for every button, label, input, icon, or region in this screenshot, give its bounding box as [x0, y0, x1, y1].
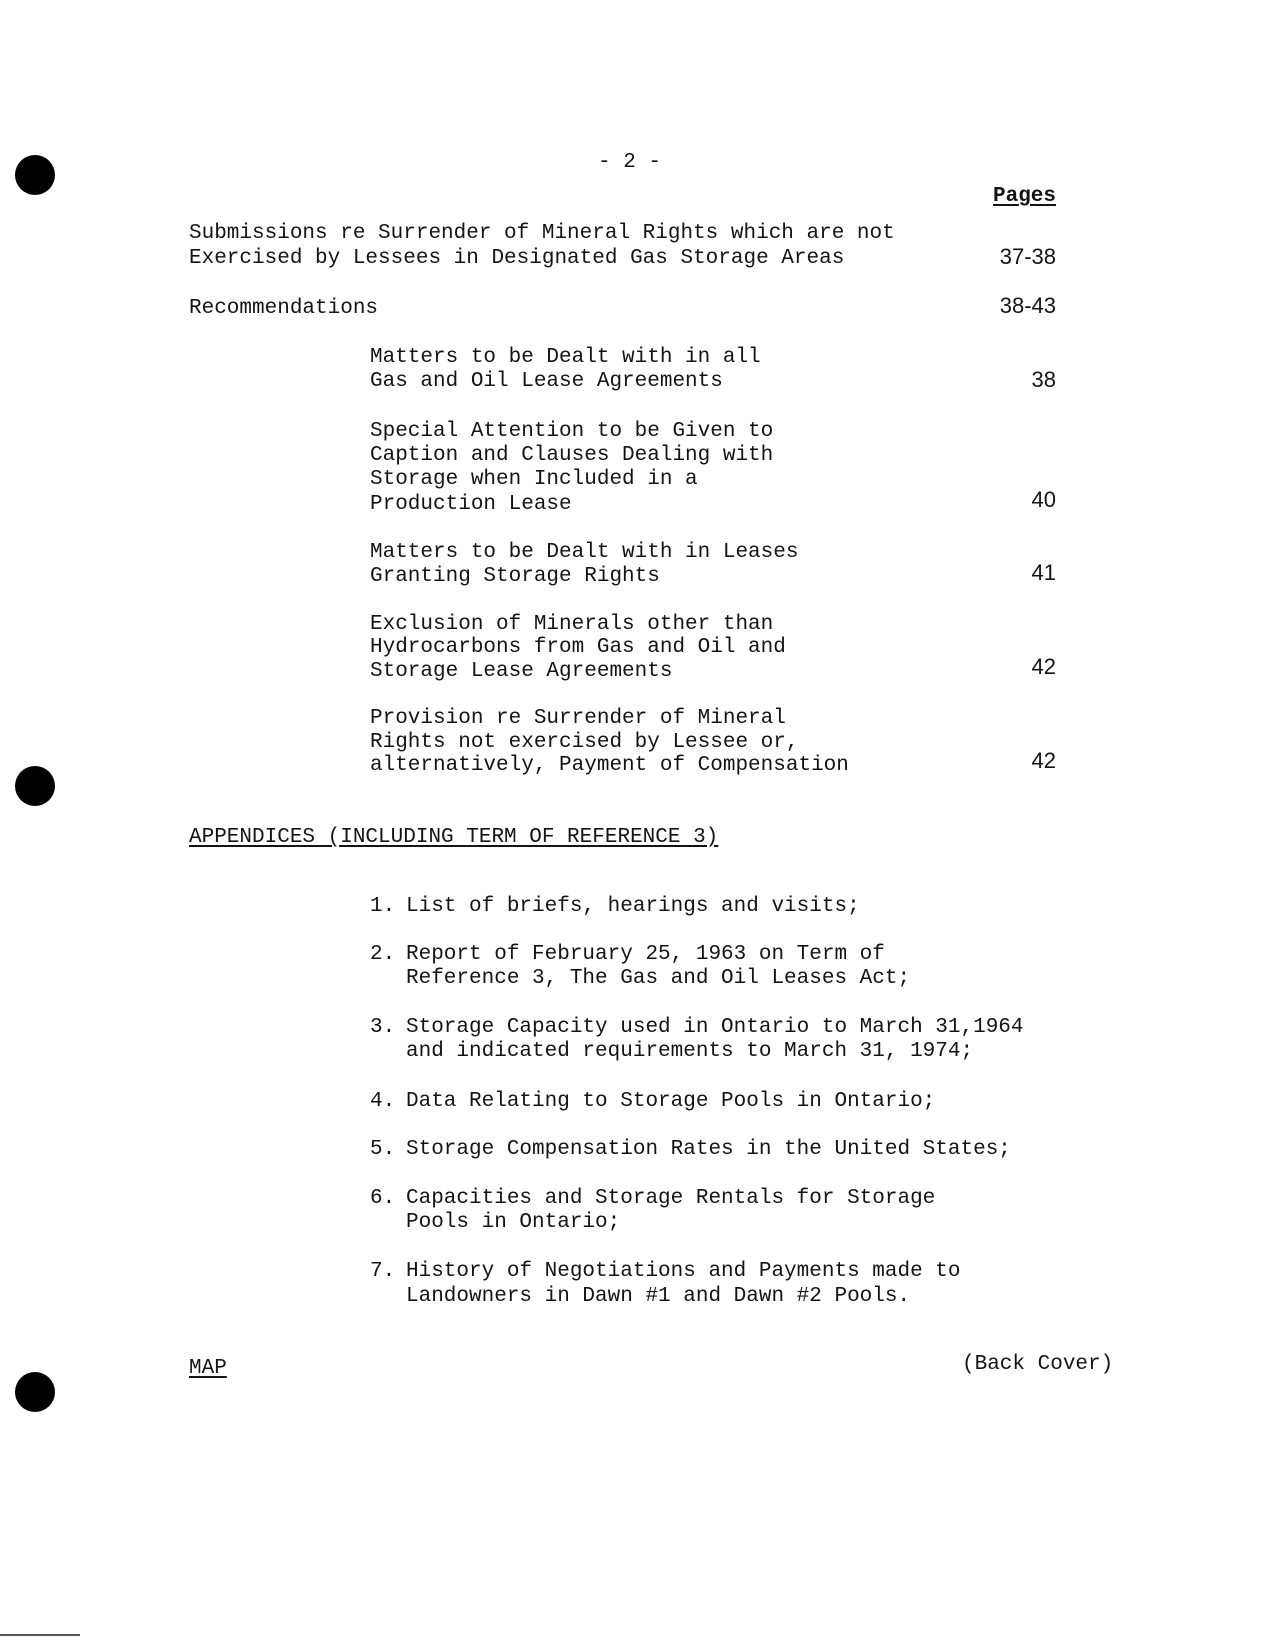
appendix-3-line-2: and indicated requirements to March 31, 1974;: [406, 1040, 974, 1063]
sub-entry-4-line-1: Exclusion of Minerals other than: [370, 613, 774, 636]
sub-entry-3-line-1: Matters to be Dealt with in Leases: [370, 541, 799, 564]
sub-entry-3-line-2: Granting Storage Rights: [370, 565, 660, 588]
sub-entry-2-line-3: Storage when Included in a: [370, 468, 698, 491]
sub-entry-4-line-3: Storage Lease Agreements: [370, 660, 673, 683]
pages-column-header: Pages: [993, 185, 1057, 208]
toc-entry-submissions-line-1: Submissions re Surrender of Mineral Rights which are not: [189, 222, 895, 245]
sub-entry-5-line-2: Rights not exercised by Lessee or,: [370, 731, 799, 754]
page-number: - 2 -: [598, 151, 662, 174]
sub-entry-2-line-4: Production Lease: [370, 493, 572, 516]
appendix-1-number: 1.: [370, 895, 396, 918]
sub-entry-2-line-1: Special Attention to be Given to: [370, 420, 774, 443]
appendix-7-line-2: Landowners in Dawn #1 and Dawn #2 Pools.: [406, 1285, 911, 1308]
sub-entry-1-line-2: Gas and Oil Lease Agreements: [370, 370, 723, 393]
binder-hole-top: [15, 155, 55, 195]
sub-entry-4-line-2: Hydrocarbons from Gas and Oil and: [370, 636, 786, 659]
sub-entry-2-pages: 40: [1031, 487, 1056, 512]
toc-entry-submissions-line-2: Exercised by Lessees in Designated Gas Storage Areas: [189, 247, 845, 270]
binder-hole-bottom: [15, 1372, 55, 1412]
toc-entry-recommendations: Recommendations: [189, 297, 379, 320]
sub-entry-3-pages: 41: [1031, 560, 1056, 585]
appendix-7-line-1: History of Negotiations and Payments made to: [406, 1260, 961, 1283]
back-cover-label: (Back Cover): [962, 1353, 1114, 1376]
sub-entry-5-line-3: alternatively, Payment of Compensation: [370, 754, 849, 777]
appendix-5-line-1: Storage Compensation Rates in the United States;: [406, 1138, 1011, 1161]
toc-entry-submissions-pages: 37-38: [999, 244, 1056, 269]
sub-entry-1-pages: 38: [1031, 367, 1056, 392]
appendices-heading: APPENDICES (INCLUDING TERM OF REFERENCE 3): [189, 826, 719, 849]
appendix-2-number: 2.: [370, 943, 396, 966]
appendix-6-line-2: Pools in Ontario;: [406, 1211, 621, 1234]
binder-hole-middle: [15, 766, 55, 806]
appendix-2-line-1: Report of February 25, 1963 on Term of: [406, 943, 885, 966]
toc-entry-recommendations-pages: 38-43: [999, 293, 1056, 318]
sub-entry-2-line-2: Caption and Clauses Dealing with: [370, 444, 774, 467]
appendix-6-line-1: Capacities and Storage Rentals for Storage: [406, 1187, 936, 1210]
appendix-3-line-1: Storage Capacity used in Ontario to March 31,1964: [406, 1016, 1024, 1039]
sub-entry-5-pages: 42: [1031, 748, 1056, 773]
sub-entry-5-line-1: Provision re Surrender of Mineral: [370, 707, 786, 730]
appendix-1-line-1: List of briefs, hearings and visits;: [406, 895, 860, 918]
scan-artifact-line: [0, 1634, 80, 1636]
appendix-7-number: 7.: [370, 1260, 396, 1283]
appendix-3-number: 3.: [370, 1016, 396, 1039]
appendix-4-number: 4.: [370, 1090, 396, 1113]
sub-entry-1-line-1: Matters to be Dealt with in all: [370, 346, 761, 369]
appendix-5-number: 5.: [370, 1138, 396, 1161]
map-label: MAP: [189, 1357, 227, 1380]
appendix-6-number: 6.: [370, 1187, 396, 1210]
appendix-4-line-1: Data Relating to Storage Pools in Ontario;: [406, 1090, 936, 1113]
sub-entry-4-pages: 42: [1031, 654, 1056, 679]
appendix-2-line-2: Reference 3, The Gas and Oil Leases Act;: [406, 967, 911, 990]
